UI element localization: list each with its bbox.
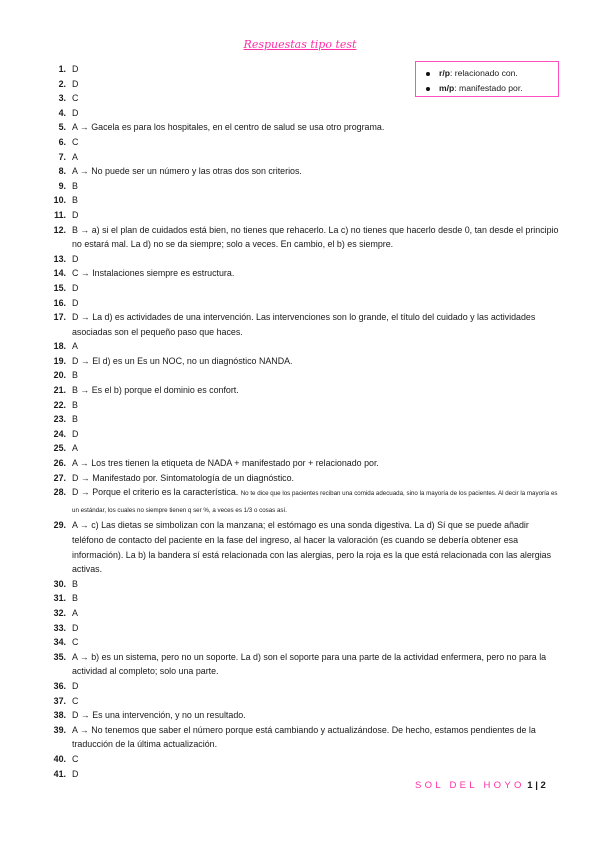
answer-body: C [72, 93, 79, 104]
answer-number: 30. [53, 578, 66, 589]
answer-number: 16. [53, 297, 66, 308]
answer-item [0, 694, 600, 709]
answer-item [0, 354, 600, 369]
answer-body: D → Manifestado por. Sintomatología de un diagnóstico. [72, 472, 295, 483]
answer-item [0, 708, 600, 723]
answer-body: B [72, 399, 78, 410]
page-title: Respuestas tipo test [243, 38, 357, 51]
answer-number: 10. [53, 195, 66, 206]
answer-body: D [72, 209, 79, 220]
answer-body: D [72, 297, 79, 308]
answer-body: D [72, 253, 79, 264]
answer-number: 38. [53, 710, 66, 721]
answer-text [72, 456, 562, 471]
answer-number: 17. [53, 312, 66, 323]
answer-body: C [72, 753, 79, 764]
answer-number: 19. [53, 355, 66, 366]
answer-text [72, 354, 562, 369]
answer-number: 37. [53, 695, 66, 706]
answer-text [72, 621, 562, 636]
answer-body: B [72, 414, 78, 425]
answer-body: A → c) Las dietas se simbolizan con la manzana; el estómago es una sonda digestiva. La d) Sí que se puede añadir teléfono de contacto del paciente en la fase del ingreso, al hacer la valoración (es cuando se debería obtener esa información). La b) la bandera sí está relacionada con las alergias, pero la roja es la que está relacionada con las alergias activas. [72, 520, 552, 575]
answer-item [0, 485, 600, 518]
answer-text [72, 398, 562, 413]
answer-number: 28. [53, 487, 66, 498]
answer-text [72, 485, 562, 518]
answer-text [72, 120, 562, 135]
answer-text [72, 62, 562, 77]
answer-number: 35. [53, 651, 66, 662]
answer-text [72, 650, 562, 679]
answer-item [0, 179, 600, 194]
answer-item [0, 591, 600, 606]
answer-number: 18. [53, 341, 66, 352]
answer-number: 34. [53, 637, 66, 648]
answer-number: 9. [58, 180, 66, 191]
answer-number: 20. [53, 370, 66, 381]
legend-abbr: m/p [439, 83, 455, 93]
answer-body: C → Instalaciones siempre es estructura. [72, 268, 235, 279]
answer-body: D [72, 64, 79, 74]
answer-number: 13. [53, 253, 66, 264]
answer-text [72, 135, 562, 150]
answer-text [72, 723, 562, 752]
answer-item [0, 91, 600, 106]
answer-item [0, 281, 600, 296]
answer-item [0, 62, 600, 77]
answer-body: B [72, 578, 78, 589]
answer-text [72, 106, 562, 121]
answer-text [72, 591, 562, 606]
answer-text [72, 441, 562, 456]
legend-abbr: r/p [439, 68, 450, 78]
answer-number: 21. [53, 385, 66, 396]
answer-number: 32. [53, 607, 66, 618]
answer-number: 24. [53, 428, 66, 439]
answer-item [0, 252, 600, 267]
answer-text [72, 310, 562, 339]
answer-item [0, 635, 600, 650]
answer-body: D [72, 78, 79, 89]
answer-number: 11. [54, 209, 66, 220]
answer-note: No te dice que los pacientes reciban una comida adecuada, sino la mayoría de los pacientes. Al decir la mayoría es un estándar, los cuales no siempre tienen q ser %, a veces es 1/3 o cosas así. [72, 490, 558, 514]
answer-number: 29. [53, 520, 66, 531]
answer-item [0, 266, 600, 281]
answer-number: 33. [53, 622, 66, 633]
answer-body: D → El d) es un Es un NOC, no un diagnóstico NANDA. [72, 355, 293, 366]
answer-text [72, 91, 562, 106]
answer-item [0, 120, 600, 135]
answer-number: 25. [53, 443, 66, 454]
answer-body: B → a) si el plan de cuidados está bien, no tienes que rehacerlo. La c) no tienes que hacerlo desde 0, tan desde el principio no estará mal. La d) no se da siempre; solo a veces. En cambio, el b) es siempre. [72, 224, 559, 250]
answer-number: 8. [58, 166, 66, 177]
answer-text [72, 296, 562, 311]
answer-text [72, 223, 562, 252]
answer-item [0, 679, 600, 694]
answer-text [72, 752, 562, 767]
answer-body: D [72, 107, 79, 118]
answer-item [0, 427, 600, 442]
answer-item [0, 135, 600, 150]
answer-body: A [72, 443, 78, 454]
answer-number: 1. [58, 64, 66, 74]
answer-number: 3. [58, 93, 66, 104]
answer-item [0, 193, 600, 208]
answer-number: 5. [58, 122, 66, 133]
answer-item [0, 368, 600, 383]
answer-body: D [72, 428, 79, 439]
answer-text [72, 339, 562, 354]
legend-meaning: : relacionado con. [449, 68, 518, 78]
answer-number: 39. [53, 724, 66, 735]
answer-body: C [72, 136, 79, 147]
answer-item [0, 471, 600, 486]
answer-text [72, 606, 562, 621]
answer-number: 27. [53, 472, 66, 483]
answer-number: 4. [58, 107, 66, 118]
answer-item [0, 77, 600, 92]
answer-text [72, 266, 562, 281]
answer-text [72, 383, 562, 398]
answer-body: B [72, 180, 78, 191]
answer-number: 31. [53, 593, 66, 604]
answer-body: A → b) es un sistema, pero no un soporte. La d) son el soporte para una parte de la actividad enfermera, pero no para la actividad al completo; solo una parte. [72, 651, 547, 677]
answer-text [72, 635, 562, 650]
answer-item [0, 577, 600, 592]
answer-body: D → Porque el criterio es la característica. [72, 487, 239, 498]
answer-text [72, 708, 562, 723]
answer-number: 22. [53, 399, 66, 410]
answer-text [72, 767, 562, 782]
answer-item [0, 412, 600, 427]
answer-item [0, 150, 600, 165]
answer-item [0, 208, 600, 223]
answer-text [72, 471, 562, 486]
answer-body: A [72, 607, 78, 618]
answer-number: 40. [53, 753, 66, 764]
answer-item [0, 339, 600, 354]
answer-body: A [72, 151, 78, 162]
answer-item [0, 650, 600, 679]
answer-text [72, 694, 562, 709]
answer-item [0, 398, 600, 413]
answer-item [0, 767, 600, 782]
answer-number: 12. [53, 224, 66, 235]
answer-number: 6. [58, 136, 66, 147]
answer-body: D [72, 768, 79, 779]
answer-item [0, 456, 600, 471]
answer-text [72, 193, 562, 208]
answer-number: 14. [53, 268, 66, 279]
answer-number: 26. [53, 458, 66, 469]
answer-text [72, 252, 562, 267]
answer-item [0, 383, 600, 398]
answer-body: C [72, 695, 79, 706]
answer-body: D [72, 622, 79, 633]
answer-body: D [72, 680, 79, 691]
answer-number: 23. [53, 414, 66, 425]
answer-body: A → Los tres tienen la etiqueta de NADA + manifestado por + relacionado por. [72, 458, 379, 469]
answer-text [72, 77, 562, 92]
page-number: 1 | 2 [527, 780, 546, 791]
answer-text [72, 179, 562, 194]
answer-item [0, 441, 600, 456]
answer-item [0, 621, 600, 636]
answer-body: B [72, 195, 78, 206]
answer-list [0, 62, 600, 781]
answer-text [72, 412, 562, 427]
answer-item [0, 106, 600, 121]
answer-text [72, 281, 562, 296]
answer-number: 7. [58, 151, 66, 162]
answer-text [72, 577, 562, 592]
answer-body: A [72, 341, 78, 352]
answer-item [0, 518, 600, 576]
answer-item [0, 752, 600, 767]
answer-text [72, 368, 562, 383]
answer-item [0, 296, 600, 311]
legend-meaning: : manifestado por. [454, 83, 523, 93]
answer-item [0, 223, 600, 252]
answer-item [0, 310, 600, 339]
answer-body: C [72, 637, 79, 648]
answer-body: D → La d) es actividades de una intervención. Las intervenciones son lo grande, el título del cuidado y las actividades asociadas son el pequeño paso que haces. [72, 312, 536, 337]
answer-item [0, 723, 600, 752]
answer-text [72, 150, 562, 165]
answer-text [72, 518, 562, 576]
answer-body: D [72, 282, 79, 293]
answer-body: D → Es una intervención, y no un resultado. [72, 710, 246, 721]
answer-body: B [72, 370, 78, 381]
answer-text [72, 427, 562, 442]
answer-number: 2. [58, 78, 66, 89]
answer-body: B [72, 593, 78, 604]
answer-number: 15. [53, 282, 66, 293]
answer-body: A → No tenemos que saber el número porque está cambiando y actualizándose. De hecho, estamos pendientes de la traducción de la última actualización. [72, 724, 536, 750]
answer-text [72, 164, 562, 179]
page-footer [415, 780, 546, 791]
answer-body: A → No puede ser un número y las otras dos son criterios. [72, 166, 302, 177]
answer-item [0, 164, 600, 179]
answer-number: 36. [53, 680, 66, 691]
answer-text [72, 208, 562, 223]
answer-text [72, 679, 562, 694]
answer-number: 41. [53, 768, 66, 779]
answer-body: B → Es el b) porque el dominio es confort. [72, 385, 239, 396]
answer-body: A → Gacela es para los hospitales, en el centro de salud se usa otro programa. [72, 122, 385, 133]
author-name: SOL DEL HOYO [415, 780, 525, 791]
answer-item [0, 606, 600, 621]
